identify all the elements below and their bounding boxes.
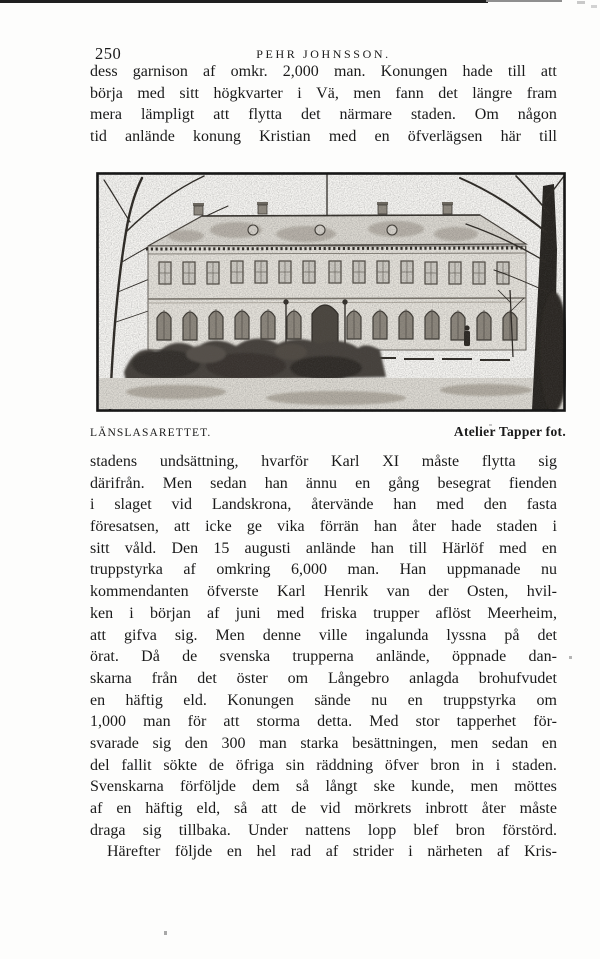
text-line: af en häftig eld, så att de vid mörkrets inbrott åter måste — [90, 800, 557, 817]
text-line: därifrån. Men sedan han ännu en gång besegrat fienden — [90, 474, 557, 492]
text-line: föresatsen, att icke ge vika förrän han åter hade staden i — [90, 518, 557, 536]
paragraph-new — [90, 843, 557, 865]
text-line: dess garnison af omkr. 2,000 man. Konungen hade till att — [90, 63, 557, 80]
text-line: kommendanten öfverste Karl Henrik van der Osten, hvil- — [90, 583, 557, 601]
text-line: tid anlände konung Kristian med en öfverlägsen här till — [90, 128, 557, 146]
text-line: börja med sitt högkvarter i Vä, men fann det längre fram — [90, 84, 557, 102]
paragraph-below-figure — [90, 453, 557, 865]
caption-title: LÄNSLASARETTET. — [90, 427, 212, 439]
scan-edge-artifact — [486, 0, 562, 2]
text-line: i slaget vid Landskrona, återvände han med den fasta — [90, 496, 557, 514]
scan-speck — [591, 5, 597, 8]
scan-edge-artifact — [0, 0, 488, 3]
scan-speck — [569, 656, 572, 659]
text-line: Svenskarna förföljde dem så långt ske kunde, men möttes — [90, 778, 557, 796]
text-line: stadens undsättning, hvarför Karl XI måste flytta sig — [90, 453, 557, 470]
text-line: sitt våld. Den 15 augusti anlände han till Härlöf med en — [90, 539, 557, 557]
photo-lanslasarettet — [96, 172, 566, 412]
running-header: PEHR JOHNSSON. — [256, 47, 391, 61]
page-header — [90, 44, 557, 64]
text-line: en häftig eld. Konungen sände nu en truppstyrka om — [90, 691, 557, 709]
figure-photograph — [96, 172, 566, 412]
text-line: örat. Då de svenska trupperna anlände, öppnade dan- — [90, 648, 557, 666]
halftone-grain — [96, 172, 566, 412]
scan-speck — [577, 1, 585, 4]
text-line: draga sig tillbaka. Under nattens lopp blef bron förstörd. — [90, 821, 557, 839]
page-number: 250 — [95, 44, 122, 63]
scan-speck — [164, 931, 167, 935]
text-line: skarna från det öster om Långebro anlagda brohufvudet — [90, 669, 557, 687]
text-line: att gifva sig. Men denne ville ingalunda lyssna på det — [90, 626, 557, 644]
paragraph-continued — [90, 453, 557, 843]
text-line: del fallit sökte de öfriga sin räddning öfver bron in i staden. — [90, 756, 557, 774]
text-line: Härefter följde en hel rad af strider i närheten af Kris- — [107, 843, 557, 861]
figure-caption — [90, 424, 566, 440]
caption-credit: Atelier Tapper fot. — [453, 424, 566, 439]
text-line: mera lämpligt att flytta det närmare staden. Om någon — [90, 106, 557, 124]
paragraph-above-figure — [90, 63, 557, 150]
text-line: 1,000 man för att storma detta. Med stor tapperhet för- — [90, 713, 557, 731]
text-line: svarade sig den 300 man starka besättningen, men sedan en — [90, 734, 557, 752]
text-line: ken i början af juni med friska trupper aflöst Meerheim, — [90, 604, 557, 622]
text-line: truppstyrka af omkring 6,000 man. Han uppmanade nu — [90, 561, 557, 579]
